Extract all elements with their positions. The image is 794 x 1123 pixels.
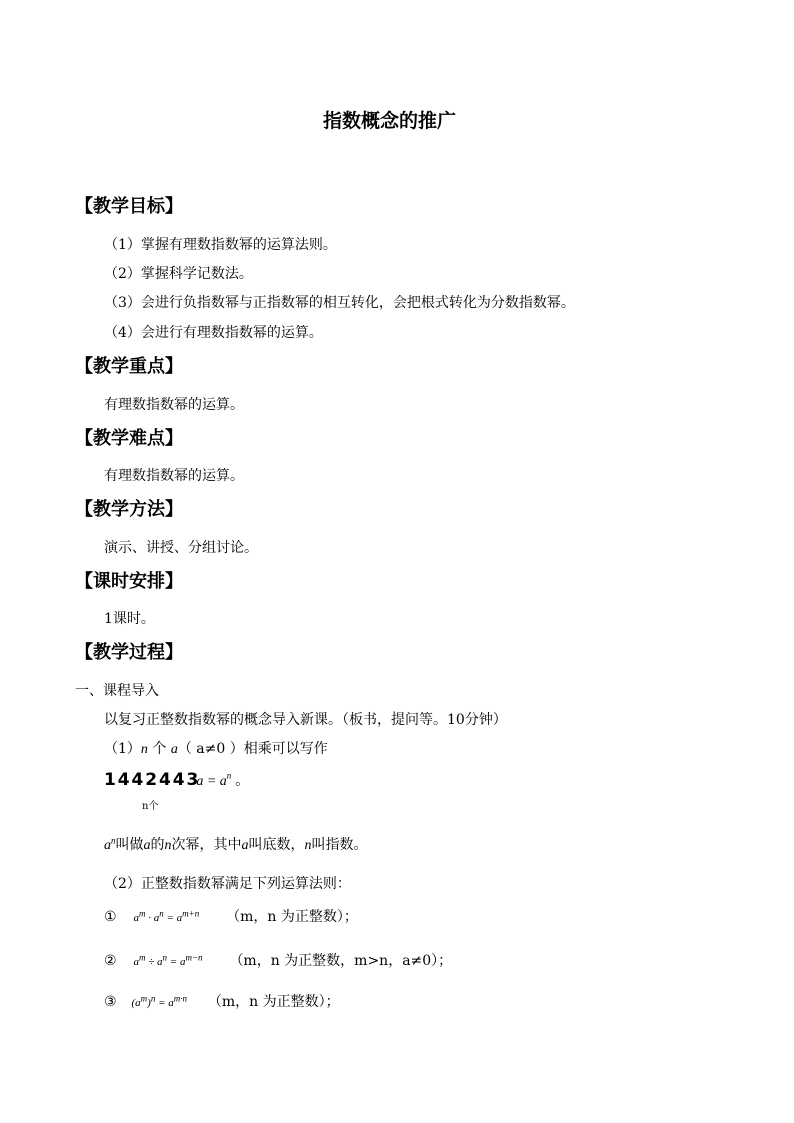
def-t5: 叫指数。 bbox=[311, 837, 368, 853]
item1-mid: 个 bbox=[147, 741, 171, 757]
rule-1-number: ① bbox=[104, 909, 117, 925]
formula-exponent: n bbox=[226, 770, 232, 781]
def-n2: n bbox=[164, 838, 172, 853]
item1-a: a bbox=[170, 742, 178, 757]
section-heading-key-points: 【教学重点】 bbox=[75, 356, 183, 377]
rule-1-condition: （m，n 为正整数）； bbox=[226, 909, 358, 925]
rule-2 bbox=[104, 950, 452, 970]
definition-line bbox=[104, 834, 368, 854]
rule-2-number: ② bbox=[104, 953, 117, 969]
process-item-2: （2）正整数指数幂满足下列运算法则： bbox=[104, 876, 351, 892]
section-heading-schedule: 【课时安排】 bbox=[75, 571, 183, 592]
rule-3 bbox=[104, 991, 340, 1011]
goal-item-2: （2）掌握科学记数法。 bbox=[104, 266, 253, 282]
def-n3: n bbox=[304, 838, 312, 853]
formula-rhs: a = a bbox=[196, 774, 227, 789]
goal-item-3: （3）会进行负指数幂与正指数幂的相互转化，会把根式转化为分数指数幂。 bbox=[104, 295, 575, 311]
process-intro: 以复习正整数指数幂的概念导入新课。（板书，提问等。10分钟） bbox=[104, 712, 507, 728]
process-part-1: 一、课程导入 bbox=[75, 683, 159, 699]
rule-2-condition: （m，n 为正整数，m>n，a≠0）； bbox=[229, 953, 453, 969]
schedule-text: 1课时。 bbox=[104, 611, 155, 627]
item1-n: n bbox=[140, 742, 148, 757]
section-heading-goals: 【教学目标】 bbox=[75, 196, 183, 217]
rule-3-condition: （m，n 为正整数）； bbox=[207, 994, 340, 1010]
underbrace-glyphs: 1 4 4 2 4 4 3 bbox=[104, 770, 197, 790]
rule-1 bbox=[104, 906, 358, 926]
goal-item-1: （1）掌握有理数指数幂的运算法则。 bbox=[104, 237, 337, 253]
page-title: 指数概念的推广 bbox=[323, 110, 457, 132]
item1-cond: （ a≠0 ）相乘可以写作 bbox=[177, 741, 328, 757]
rule-1-formula: $a^m \cdot a^n = a^{m+n}$ bbox=[133, 908, 200, 924]
def-t1: 叫做 bbox=[115, 837, 144, 853]
def-a3: a bbox=[241, 838, 249, 853]
section-heading-methods: 【教学方法】 bbox=[75, 499, 183, 520]
difficulties-text: 有理数指数幂的运算。 bbox=[104, 468, 244, 484]
process-item-1 bbox=[104, 738, 328, 758]
def-t4: 叫底数， bbox=[248, 837, 305, 853]
goal-item-4: （4）会进行有理数指数幂的运算。 bbox=[104, 325, 323, 341]
def-a2: a bbox=[143, 838, 151, 853]
def-t2: 的 bbox=[150, 837, 165, 853]
formula-period: 。 bbox=[235, 773, 250, 789]
def-n-sup: n bbox=[111, 835, 116, 846]
key-points-text: 有理数指数幂的运算。 bbox=[104, 397, 244, 413]
item1-prefix: （1） bbox=[104, 741, 141, 757]
def-a: a bbox=[104, 838, 111, 853]
rule-2-formula: $a^m \div a^n = a^{m-n}$ bbox=[133, 952, 203, 968]
rule-3-number: ③ bbox=[104, 994, 117, 1010]
product-formula bbox=[104, 770, 249, 790]
def-t3: 次幂，其中 bbox=[171, 837, 242, 853]
rule-3-formula: $(a^m)^n = a^{m\cdot n}$ bbox=[131, 993, 187, 1009]
methods-text: 演示、讲授、分组讨论。 bbox=[104, 540, 258, 556]
section-heading-difficulties: 【教学难点】 bbox=[75, 428, 183, 449]
underbrace-label: n个 bbox=[142, 801, 159, 812]
section-heading-process: 【教学过程】 bbox=[75, 642, 183, 663]
